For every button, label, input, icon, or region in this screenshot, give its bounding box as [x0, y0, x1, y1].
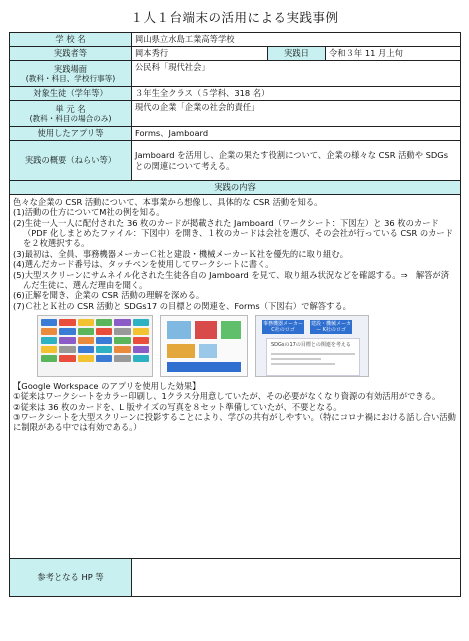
effects-heading: 【Google Workspace のアプリを使用した効果】 [13, 380, 201, 391]
target-label: 対象生徒（学年等） [10, 87, 132, 101]
content-heading: 実践の内容 [10, 181, 461, 195]
content-line: (5)大型スクリーンにサムネイル化された生徒各自の Jamboard を見て、取り組み状況などを確認する。⇒ 解答が済んだ生徒に、選んだ理由を聞く。 [13, 269, 450, 290]
content-line: (4)選んだカード番号は、タッチペンを使用してワークシートに書く。 [13, 259, 274, 270]
summary-value: Jamboard を活用し、企業の果たす役割について、企業の様々な CSR 活動や SDGs との関連について考える。 [132, 141, 461, 181]
date-label: 実践日 [268, 47, 326, 61]
refs-label: 参考となる HP 等 [10, 559, 132, 597]
content-line: (6)正解を聞き、企業の CSR 活動の理解を深める。 [13, 290, 205, 301]
unit-sublabel: (教科・科目の場合のみ) [29, 113, 112, 123]
pdf-cards-image [160, 315, 248, 377]
date-value: 令和３年 11 月上旬 [326, 47, 461, 61]
apps-value: Forms、Jamboard [132, 127, 461, 141]
scene-sublabel: (教科・科目、学校行事等) [25, 73, 116, 83]
scene-label: 実践場面 [53, 63, 88, 74]
form-title: SDGsの17の目標との関連を考える [271, 341, 351, 348]
content-line: (1)活動の仕方についてM社の例を知る。 [13, 207, 165, 218]
practitioner-label: 実践者等 [10, 47, 132, 61]
page-title: １人１台端末の活用による実践事例 [130, 10, 339, 25]
jamboard-worksheet-image [37, 315, 153, 377]
scene-label-cell [10, 61, 132, 87]
form-button-c: 事務機器メーカー C社のロゴ [263, 320, 303, 334]
form-button-k: 建設・機械メーカー K社のロゴ [311, 320, 351, 334]
school-value: 岡山県立水島工業高等学校 [132, 33, 461, 47]
summary-label: 実践の概要（ねらい等） [10, 141, 132, 181]
effect-item: ②従来は 36 枚のカードを、L 版サイズの写真を８セット準備していたが、不要となる。 [13, 401, 342, 412]
practitioner-value: 岡本秀行 [132, 47, 268, 61]
content-line: (3)最初は、全員、事務機器メーカーＣ社と建設・機械メーカーＫ社を優先的に取り組む。 [13, 248, 349, 259]
refs-value [132, 559, 461, 597]
target-value: ３年生全クラス（５学科、318 名） [132, 87, 461, 101]
forms-image [255, 315, 369, 377]
content-body [10, 195, 461, 559]
content-line: (7)Ｃ社とＫ社の CSR 活動と SDGs17 の目標との関連を、Forms（下図右）で解答する。 [13, 300, 351, 311]
scene-value: 公民科「現代社会」 [132, 61, 461, 87]
effect-item: ①従来はワークシートをカラー印刷し、1クラス分用意していたが、その必要がなくなり資源の有効活用ができる。 [13, 391, 441, 402]
unit-label-cell [10, 101, 132, 127]
apps-label: 使用したアプリ等 [10, 127, 132, 141]
content-line: 色々な企業の CSR 活動について、本事業から想像し、具体的な CSR 活動を知る。 [13, 197, 323, 207]
effect-item: ③ワークシートを大型スクリーンに投影することにより、学びの共有がしやすい。（特にコロナ禍における話し合い活動に制限がある中では有効である。） [13, 412, 456, 433]
unit-value: 現代の企業「企業の社会的責任」 [132, 101, 461, 127]
unit-label: 単 元 名 [55, 103, 86, 114]
screenshot-row [37, 315, 457, 377]
practice-table [9, 32, 461, 597]
content-line: (2)生徒一人一人に配付された 36 枚のカードが掲載された Jamboard（ワークシート：下図左）と 36 枚のカード（PDF 化しまとめたファイル：下図中）を開き、１枚のカードは会社を選び、その会社が行っている CSR のカードを２枚選択する。 [13, 217, 454, 249]
school-label: 学 校 名 [10, 33, 132, 47]
